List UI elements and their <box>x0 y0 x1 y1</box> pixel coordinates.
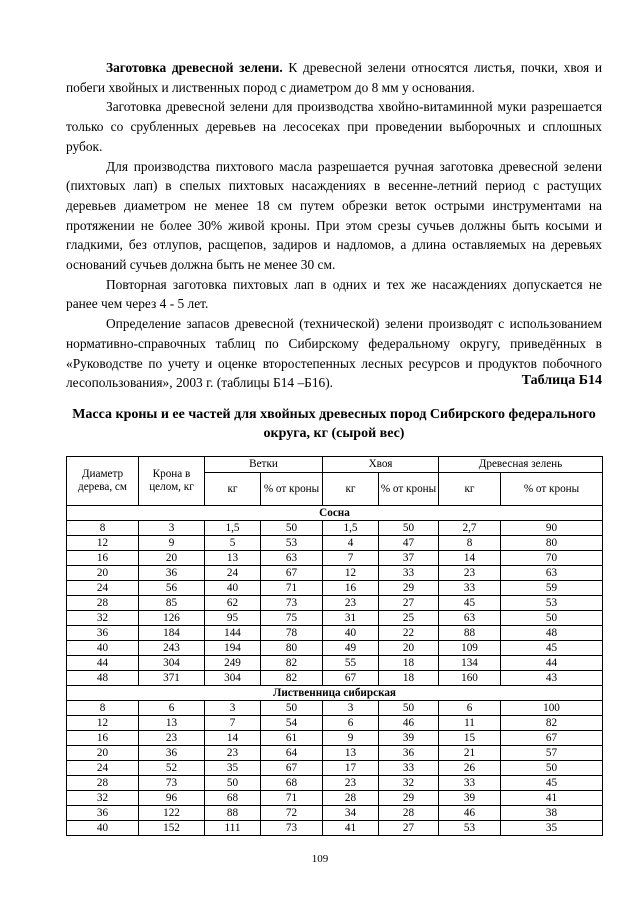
table-cell: 53 <box>439 821 501 836</box>
table-cell: 304 <box>139 656 205 671</box>
table-cell: 90 <box>501 521 603 536</box>
header-needles-kg: кг <box>323 473 379 506</box>
table-cell: 35 <box>205 761 261 776</box>
table-cell: 64 <box>261 746 323 761</box>
header-greenery: Древесная зелень <box>439 457 603 473</box>
table-cell: 50 <box>261 701 323 716</box>
table-cell: 59 <box>501 581 603 596</box>
table-cell: 63 <box>439 611 501 626</box>
table-cell: 21 <box>439 746 501 761</box>
table-cell: 40 <box>67 641 139 656</box>
table-cell: 48 <box>67 671 139 686</box>
table-cell: 16 <box>67 551 139 566</box>
table-cell: 20 <box>67 566 139 581</box>
table-row <box>67 551 603 566</box>
table-cell: 36 <box>67 806 139 821</box>
table-cell: 1,5 <box>323 521 379 536</box>
table-cell: 18 <box>379 671 439 686</box>
table-cell: 8 <box>67 521 139 536</box>
table-row <box>67 821 603 836</box>
table-cell: 23 <box>205 746 261 761</box>
table-cell: 24 <box>205 566 261 581</box>
table-cell: 85 <box>139 596 205 611</box>
table-cell: 46 <box>379 716 439 731</box>
paragraph-2: Заготовка древесной зелени для производства хвойно-витаминной муки разрешается только со срубленных деревьев на лесосеках при проведении выборочных и сплошных рубок. <box>66 99 602 154</box>
table-cell: 88 <box>205 806 261 821</box>
table-cell: 53 <box>261 536 323 551</box>
table-row <box>67 671 603 686</box>
table-row <box>67 536 603 551</box>
table-cell: 56 <box>139 581 205 596</box>
table-cell: 40 <box>67 821 139 836</box>
table-cell: 23 <box>323 596 379 611</box>
table-cell: 36 <box>139 566 205 581</box>
table-cell: 46 <box>439 806 501 821</box>
table-cell: 62 <box>205 596 261 611</box>
table-cell: 2,7 <box>439 521 501 536</box>
table-cell: 53 <box>501 596 603 611</box>
table-cell: 23 <box>323 776 379 791</box>
table-cell: 41 <box>501 791 603 806</box>
table-cell: 31 <box>323 611 379 626</box>
table-cell: 16 <box>323 581 379 596</box>
table-cell: 134 <box>439 656 501 671</box>
table-cell: 36 <box>379 746 439 761</box>
paragraph-1-heading: Заготовка древесной зелени. <box>106 60 283 75</box>
table-cell: 14 <box>439 551 501 566</box>
table-cell: 6 <box>139 701 205 716</box>
table-cell: 12 <box>67 536 139 551</box>
table-cell: 24 <box>67 761 139 776</box>
paragraph-3: Для производства пихтового масла разрешается ручная заготовка древесной зелени (пихтовых лап) в спелых пихтовых насаждениях в весенне-летний период с растущих деревьев диаметром не менее 18 см путем обрезки веток острыми инструментами на протяжении не более 30% живой кроны. При этом срезы сучьев должны быть косыми и гладкими, без отлупов, расщепов, задиров и надломов, а длина оставляемых на деревьях оснований сучьев должна быть не менее 30 см. <box>66 158 602 273</box>
table-cell: 45 <box>439 596 501 611</box>
table-cell: 34 <box>323 806 379 821</box>
table-cell: 9 <box>139 536 205 551</box>
section-title: Сосна <box>67 506 603 521</box>
table-cell: 17 <box>323 761 379 776</box>
table-cell: 7 <box>205 716 261 731</box>
table-cell: 243 <box>139 641 205 656</box>
table-cell: 13 <box>205 551 261 566</box>
table-cell: 72 <box>261 806 323 821</box>
paragraph-5: Определение запасов древесной (технической) зелени производят с использованием нормативно-справочных таблиц по Сибирскому федеральному округу, приведённых в «Руководстве по учету и оценке второстепенных лесных ресурсов и продуктов побочного лесопользования», 2003 г. (таблицы Б14 –Б16). <box>66 316 602 391</box>
table-cell: 6 <box>439 701 501 716</box>
table-cell: 32 <box>67 611 139 626</box>
table-cell: 95 <box>205 611 261 626</box>
table-row <box>67 776 603 791</box>
table-cell: 26 <box>439 761 501 776</box>
table-cell: 3 <box>139 521 205 536</box>
table-cell: 43 <box>501 671 603 686</box>
table-cell: 48 <box>501 626 603 641</box>
table-cell: 144 <box>205 626 261 641</box>
table-cell: 67 <box>501 731 603 746</box>
table-row <box>67 566 603 581</box>
crown-mass-table <box>66 456 603 836</box>
table-cell: 47 <box>379 536 439 551</box>
table-cell: 70 <box>501 551 603 566</box>
table-cell: 18 <box>379 656 439 671</box>
table-cell: 71 <box>261 581 323 596</box>
table-cell: 304 <box>205 671 261 686</box>
table-cell: 33 <box>379 566 439 581</box>
table-cell: 33 <box>379 761 439 776</box>
table-cell: 36 <box>139 746 205 761</box>
table-cell: 88 <box>439 626 501 641</box>
table-cell: 63 <box>261 551 323 566</box>
table-cell: 3 <box>323 701 379 716</box>
section-row <box>67 686 603 701</box>
table-cell: 50 <box>501 611 603 626</box>
table-cell: 38 <box>501 806 603 821</box>
table-cell: 7 <box>323 551 379 566</box>
table-cell: 27 <box>379 821 439 836</box>
page-number: 109 <box>311 853 329 865</box>
table-cell: 27 <box>379 596 439 611</box>
table-cell: 52 <box>139 761 205 776</box>
table-cell: 33 <box>439 776 501 791</box>
table-cell: 12 <box>323 566 379 581</box>
table-cell: 29 <box>379 581 439 596</box>
header-branches-kg: кг <box>205 473 261 506</box>
table-cell: 49 <box>323 641 379 656</box>
table-cell: 152 <box>139 821 205 836</box>
table-cell: 25 <box>379 611 439 626</box>
table-cell: 82 <box>261 671 323 686</box>
table-cell: 14 <box>205 731 261 746</box>
table-cell: 78 <box>261 626 323 641</box>
table-body <box>67 506 603 836</box>
table-cell: 29 <box>379 791 439 806</box>
table-cell: 73 <box>261 596 323 611</box>
table-cell: 68 <box>261 776 323 791</box>
table-cell: 73 <box>261 821 323 836</box>
table-cell: 32 <box>67 791 139 806</box>
table-cell: 45 <box>501 776 603 791</box>
paragraph-1-text: К древесной зелени относятся листья, почки, хвоя и побеги хвойных и лиственных пород с диаметром до 8 мм у основания. <box>66 60 603 95</box>
header-greenery-pct: % от кроны <box>501 473 603 506</box>
table-cell: 82 <box>261 656 323 671</box>
table-cell: 15 <box>439 731 501 746</box>
table-cell: 20 <box>67 746 139 761</box>
section-title: Лиственница сибирская <box>67 686 603 701</box>
table-cell: 109 <box>439 641 501 656</box>
table-cell: 57 <box>501 746 603 761</box>
table-cell: 28 <box>323 791 379 806</box>
table-row <box>67 806 603 821</box>
table-cell: 50 <box>501 761 603 776</box>
table-cell: 80 <box>261 641 323 656</box>
table-cell: 184 <box>139 626 205 641</box>
section-row <box>67 506 603 521</box>
table-cell: 67 <box>261 761 323 776</box>
table-cell: 71 <box>261 791 323 806</box>
table-cell: 9 <box>323 731 379 746</box>
table-cell: 122 <box>139 806 205 821</box>
table-cell: 23 <box>439 566 501 581</box>
table-cell: 5 <box>205 536 261 551</box>
table-cell: 37 <box>379 551 439 566</box>
table-cell: 28 <box>67 596 139 611</box>
table-row <box>67 791 603 806</box>
table-cell: 44 <box>67 656 139 671</box>
table-cell: 371 <box>139 671 205 686</box>
table-cell: 36 <box>67 626 139 641</box>
table-row <box>67 626 603 641</box>
table-cell: 67 <box>323 671 379 686</box>
table-cell: 12 <box>67 716 139 731</box>
table-cell: 80 <box>501 536 603 551</box>
table-cell: 249 <box>205 656 261 671</box>
table-cell: 23 <box>139 731 205 746</box>
table-cell: 67 <box>261 566 323 581</box>
table-row <box>67 656 603 671</box>
table-cell: 54 <box>261 716 323 731</box>
table-cell: 63 <box>501 566 603 581</box>
table-cell: 8 <box>67 701 139 716</box>
table-row <box>67 596 603 611</box>
table-cell: 111 <box>205 821 261 836</box>
table-cell: 75 <box>261 611 323 626</box>
table-cell: 33 <box>439 581 501 596</box>
table-cell: 126 <box>139 611 205 626</box>
table-cell: 194 <box>205 641 261 656</box>
table-cell: 82 <box>501 716 603 731</box>
table-cell: 50 <box>379 521 439 536</box>
table-cell: 32 <box>379 776 439 791</box>
table-cell: 4 <box>323 536 379 551</box>
table-cell: 11 <box>439 716 501 731</box>
table-cell: 35 <box>501 821 603 836</box>
table-cell: 39 <box>439 791 501 806</box>
table-row <box>67 611 603 626</box>
table-cell: 50 <box>379 701 439 716</box>
table-cell: 50 <box>205 776 261 791</box>
table-cell: 13 <box>139 716 205 731</box>
table-cell: 1,5 <box>205 521 261 536</box>
table-cell: 40 <box>205 581 261 596</box>
table-cell: 50 <box>261 521 323 536</box>
header-diameter: Диаметр дерева, см <box>67 457 139 506</box>
table-row <box>67 761 603 776</box>
table-cell: 13 <box>323 746 379 761</box>
paragraph-1 <box>66 58 602 97</box>
table-cell: 55 <box>323 656 379 671</box>
table-cell: 40 <box>323 626 379 641</box>
table-cell: 160 <box>439 671 501 686</box>
table-row <box>67 746 603 761</box>
table-cell: 44 <box>501 656 603 671</box>
table-cell: 45 <box>501 641 603 656</box>
table-cell: 20 <box>139 551 205 566</box>
table-row <box>67 581 603 596</box>
table-row <box>67 701 603 716</box>
table-row <box>67 521 603 536</box>
table-cell: 28 <box>379 806 439 821</box>
header-crown-total: Крона в целом, кг <box>139 457 205 506</box>
table-cell: 61 <box>261 731 323 746</box>
table-cell: 20 <box>379 641 439 656</box>
table-cell: 6 <box>323 716 379 731</box>
header-greenery-kg: кг <box>439 473 501 506</box>
paragraph-4: Повторная заготовка пихтовых лап в одних и тех же насаждениях допускается не ранее чем через 4 - 5 лет. <box>66 276 602 312</box>
table-title: Масса кроны и ее частей для хвойных древесных пород Сибирского федерального округа, кг (сырой вес) <box>72 407 596 441</box>
header-branches: Ветки <box>205 457 323 473</box>
table-cell: 8 <box>439 536 501 551</box>
table-cell: 3 <box>205 701 261 716</box>
table-cell: 68 <box>205 791 261 806</box>
table-cell: 28 <box>67 776 139 791</box>
table-cell: 22 <box>379 626 439 641</box>
table-cell: 100 <box>501 701 603 716</box>
body-text <box>66 58 602 393</box>
table-label: Таблица Б14 <box>521 373 602 388</box>
header-branches-pct: % от кроны <box>261 473 323 506</box>
header-needles-pct: % от кроны <box>379 473 439 506</box>
table-row <box>67 641 603 656</box>
table-cell: 73 <box>139 776 205 791</box>
header-needles: Хвоя <box>323 457 439 473</box>
table-cell: 96 <box>139 791 205 806</box>
table-cell: 41 <box>323 821 379 836</box>
table-cell: 16 <box>67 731 139 746</box>
table-row <box>67 716 603 731</box>
table-row <box>67 731 603 746</box>
table-cell: 24 <box>67 581 139 596</box>
table-cell: 39 <box>379 731 439 746</box>
